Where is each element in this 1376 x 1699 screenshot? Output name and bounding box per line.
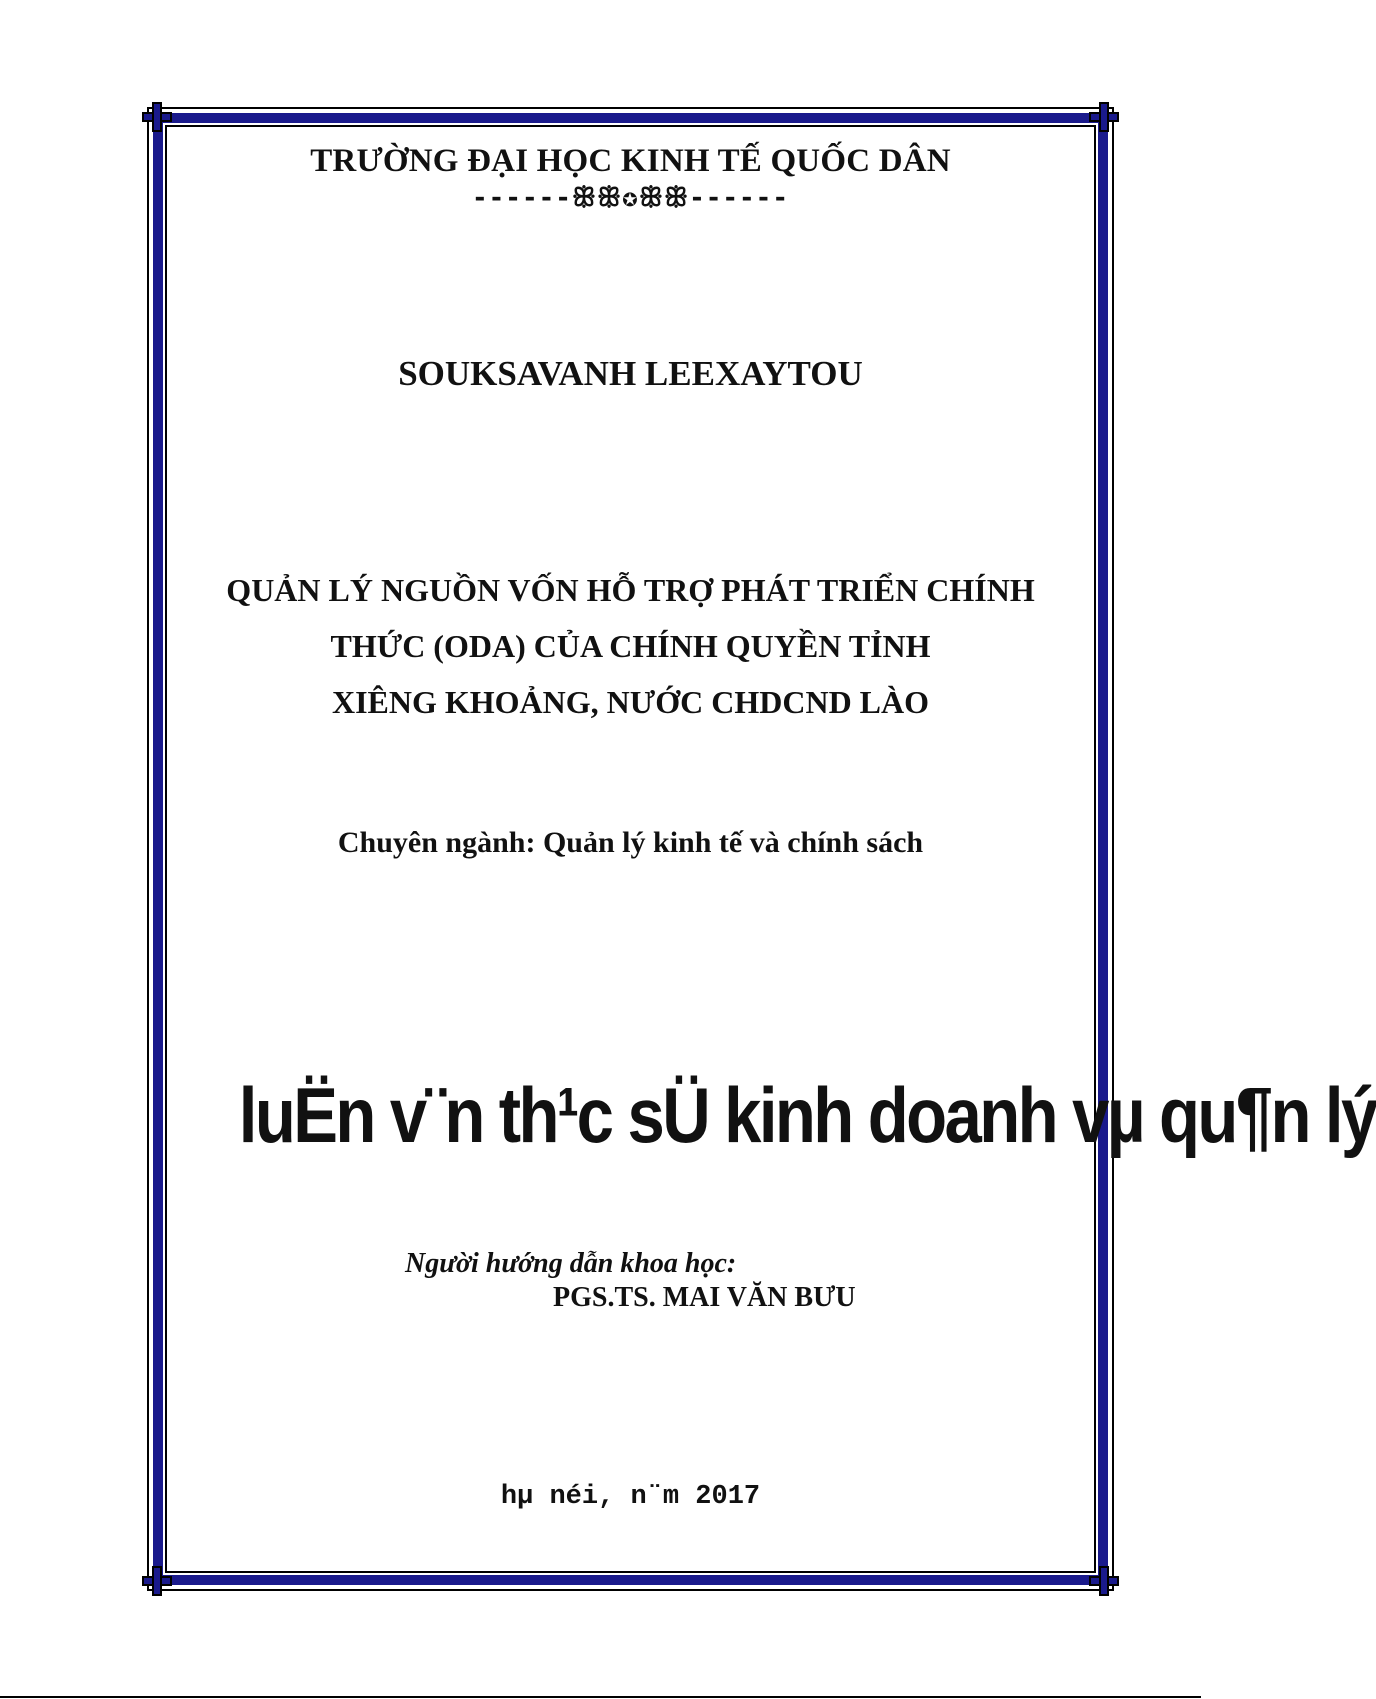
border-corner-ornament	[1089, 1566, 1119, 1596]
thesis-title-line: XIÊNG KHOẢNG, NƯỚC CHDCND LÀO	[331, 684, 930, 720]
advisor-name: PGS.TS. MAI VĂN BƯU	[553, 1282, 856, 1313]
border-corner-ornament	[1089, 102, 1119, 132]
advisor-label: Người hướng dẫn khoa học:	[405, 1248, 737, 1279]
thesis-title-line: QUẢN LÝ NGUỒN VỐN HỖ TRỢ PHÁT TRIỂN CHÍNH	[226, 572, 1035, 608]
place-and-year: hµ néi, n¨m 2017	[500, 1482, 761, 1512]
thesis-title-line: THỨC (ODA) CỦA CHÍNH QUYỀN TỈNH	[330, 628, 931, 664]
major-specialization: Chuyên ngành: Quản lý kinh tế và chính sách	[337, 826, 924, 859]
border-corner-ornament	[142, 1566, 172, 1596]
bottom-rule	[0, 1696, 1201, 1698]
thesis-title	[175, 562, 1086, 730]
border-corner-ornament	[142, 102, 172, 132]
author-name: SOUKSAVANH LEEXAYTOU	[398, 354, 863, 393]
ornament-divider: ------ꕥꕥ✪ꕥꕥ------	[471, 183, 789, 213]
degree-type: luËn v¨n th¹c sÜ kinh doanh vµ qu¶n lý	[238, 1071, 1376, 1159]
university-name: TRƯỜNG ĐẠI HỌC KINH TẾ QUỐC DÂN	[310, 143, 951, 179]
